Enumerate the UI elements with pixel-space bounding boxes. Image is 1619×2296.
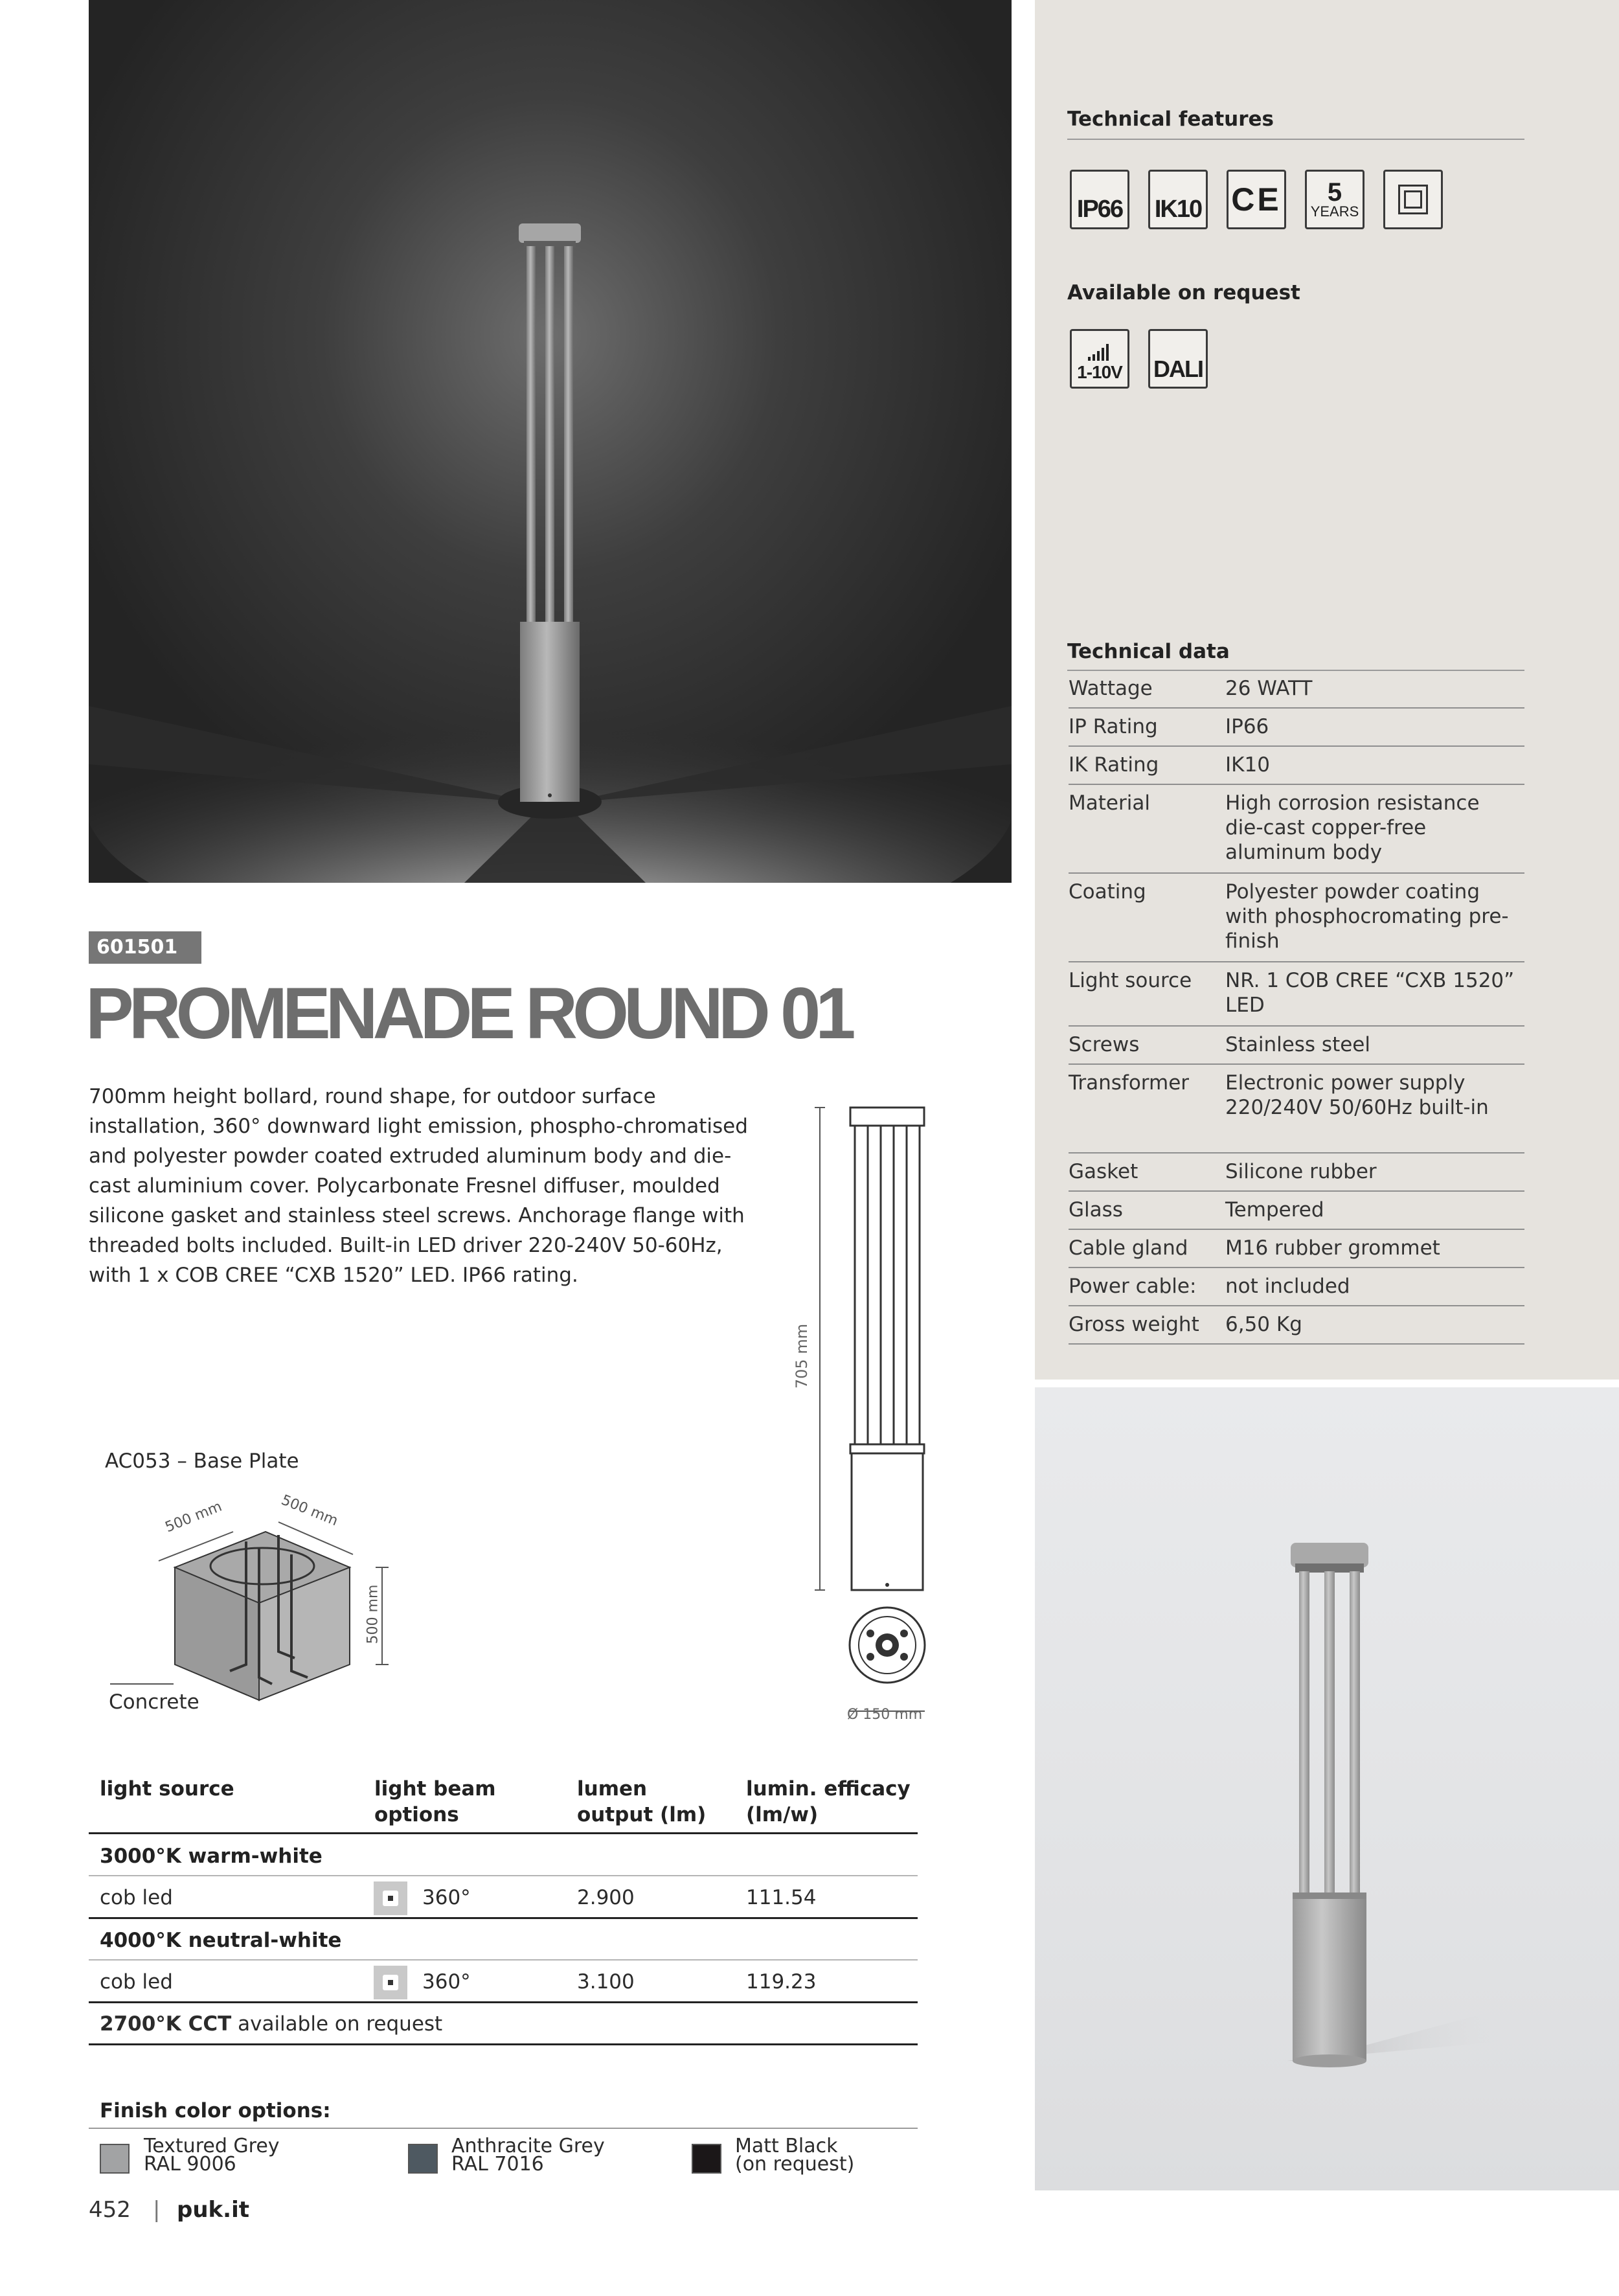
row-efficacy: 119.23 bbox=[746, 1970, 817, 1994]
bollard-night-illustration bbox=[89, 0, 1012, 883]
cct-note bbox=[100, 2012, 442, 2036]
product-description: 700mm height bollard, round shape, for outdoor surface installation, 360° downward light emission, phospho-chromatised and polyester powder coated extruded aluminum body and die-cast aluminium cover. Polycarbonate Fresnel diffuser, moulded silicone gasket and stainless steel screws. Anchorage flange with threaded bolts included. Built-in LED driver 220-240V 50-60Hz, with 1 x COB CREE “CXB 1520” LED. IP66 rating. bbox=[89, 1085, 748, 1287]
data-row-glass: Glass Tempered bbox=[1069, 1198, 1524, 1230]
height-dimension: 705 mm bbox=[793, 1323, 811, 1389]
dim-label-c: 500 mm bbox=[365, 1584, 381, 1644]
beam-360-icon bbox=[374, 1881, 407, 1915]
class2-icon bbox=[1383, 170, 1443, 229]
product-photo bbox=[89, 0, 1012, 883]
data-row-wattage: Wattage 26 WATT bbox=[1069, 676, 1524, 709]
header-lumen-output: lumen output (lm) bbox=[577, 1777, 707, 1826]
row-beam: 360° bbox=[422, 1886, 471, 1909]
header-light-source: light source bbox=[100, 1777, 234, 1801]
data-row-ik-rating: IK Rating IK10 bbox=[1069, 753, 1524, 785]
data-row-gasket: Gasket Silicone rubber bbox=[1069, 1159, 1524, 1192]
finish-option-anthracite-grey: Anthracite Grey RAL 7016 bbox=[451, 2135, 605, 2176]
row-beam: 360° bbox=[422, 1970, 471, 1994]
group-title-4000k: 4000°K neutral-white bbox=[100, 1929, 342, 1952]
swatch-textured-grey bbox=[100, 2144, 130, 2174]
header-light-beam: light beam options bbox=[374, 1777, 496, 1826]
page-number: 452 bbox=[89, 2197, 131, 2223]
beam-360-icon bbox=[374, 1966, 407, 1999]
swatch-anthracite-grey bbox=[408, 2144, 438, 2174]
dali-icon: DALI bbox=[1148, 329, 1208, 389]
data-row-ip-rating: IP Rating IP66 bbox=[1069, 714, 1524, 747]
data-row-cable-gland: Cable gland M16 rubber grommet bbox=[1069, 1236, 1524, 1268]
table-rule bbox=[89, 1832, 918, 1834]
product-photo-daylight bbox=[1035, 1387, 1619, 2190]
divider bbox=[1067, 670, 1524, 671]
data-row-screws: Screws Stainless steel bbox=[1069, 1032, 1524, 1065]
bollard-daylight-illustration bbox=[1035, 1387, 1619, 2190]
row-source: cob led bbox=[100, 1970, 173, 1994]
table-rule bbox=[89, 2001, 918, 2003]
header-luminous-efficacy: lumin. efficacy (lm/w) bbox=[746, 1777, 911, 1826]
technical-drawing bbox=[793, 1101, 939, 1723]
website-link[interactable]: puk.it bbox=[177, 2197, 249, 2223]
ik10-icon: IK10 bbox=[1148, 170, 1208, 229]
table-rule bbox=[89, 2043, 918, 2045]
ce-icon: CE bbox=[1227, 170, 1286, 229]
diameter-dimension: Ø 150 mm bbox=[847, 1707, 923, 1723]
finish-heading: Finish color options: bbox=[100, 2099, 331, 2122]
product-title: PROMENADE ROUND 01 bbox=[85, 973, 851, 1054]
available-on-request-heading: Available on request bbox=[1067, 281, 1300, 304]
data-row-power-cable: Power cable: not included bbox=[1069, 1274, 1524, 1306]
row-efficacy: 111.54 bbox=[746, 1886, 817, 1909]
footer-separator: | bbox=[153, 2197, 161, 2223]
data-row-material: Material High corrosion resistance die-cast copper-free aluminum body bbox=[1069, 791, 1524, 874]
bollard-line-drawing bbox=[797, 1101, 939, 1723]
concrete-label: Concrete bbox=[109, 1690, 199, 1714]
divider bbox=[1067, 139, 1524, 140]
row-lumen: 3.100 bbox=[577, 1970, 635, 1994]
base-plate-title: AC053 – Base Plate bbox=[105, 1449, 299, 1473]
cct-note-bold: 2700°K CCT bbox=[100, 2012, 232, 2036]
warranty-icon: 5 YEARS bbox=[1305, 170, 1364, 229]
technical-data-heading: Technical data bbox=[1067, 640, 1230, 663]
product-code-badge: 601501 bbox=[89, 931, 201, 964]
table-rule bbox=[89, 1875, 918, 1876]
swatch-matt-black bbox=[692, 2144, 721, 2174]
row-source: cob led bbox=[100, 1886, 173, 1909]
technical-features-heading: Technical features bbox=[1067, 108, 1274, 131]
base-plate-drawing bbox=[97, 1483, 408, 1723]
base-plate-sketch bbox=[97, 1483, 408, 1723]
finish-option-textured-grey: Textured Grey RAL 9006 bbox=[144, 2135, 280, 2176]
table-rule bbox=[89, 1917, 918, 1919]
dim-label-a: 500 mm bbox=[163, 1498, 225, 1536]
finish-option-matt-black: Matt Black (on request) bbox=[735, 2135, 855, 2176]
data-row-coating: Coating Polyester powder coating with phosphocromating pre-finish bbox=[1069, 880, 1524, 962]
signal-bars-icon bbox=[1087, 343, 1113, 362]
dim-label-b: 500 mm bbox=[278, 1492, 341, 1530]
divider bbox=[89, 2128, 918, 2129]
cct-note-text: available on request bbox=[238, 2012, 443, 2036]
table-rule bbox=[89, 1959, 918, 1961]
data-row-transformer: Transformer Electronic power supply 220/240V 50/60Hz built-in bbox=[1069, 1071, 1524, 1154]
ip66-icon: IP66 bbox=[1070, 170, 1129, 229]
dimming-1-10v-icon: 1-10V bbox=[1070, 329, 1129, 389]
row-lumen: 2.900 bbox=[577, 1886, 635, 1909]
group-title-3000k: 3000°K warm-white bbox=[100, 1845, 323, 1868]
data-row-light-source: Light source NR. 1 COB CREE “CXB 1520” LED bbox=[1069, 968, 1524, 1027]
data-row-gross-weight: Gross weight 6,50 Kg bbox=[1069, 1312, 1524, 1345]
